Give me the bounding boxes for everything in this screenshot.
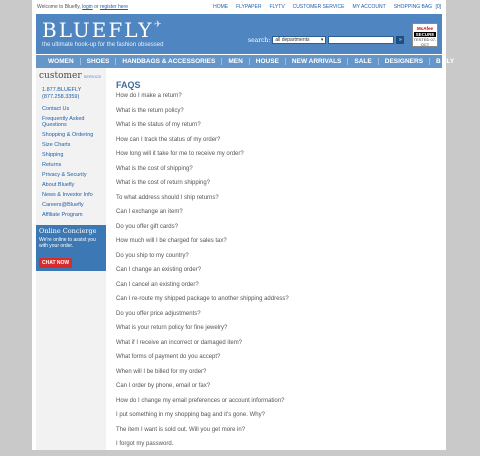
login-link[interactable]: login — [82, 4, 93, 10]
sidebar-links — [36, 106, 106, 218]
sidebar-item-news-investor[interactable]: News & Investor Info — [42, 192, 93, 198]
faq-question-link[interactable]: Do you ship to my country? — [116, 252, 189, 259]
sidebar-title-suffix: SERVICE — [83, 74, 102, 79]
search-input[interactable] — [328, 36, 394, 44]
bag-count-badge: [0] — [435, 4, 441, 10]
faq-question-link[interactable]: Do you offer gift cards? — [116, 223, 178, 230]
sidebar-item-privacy-security[interactable]: Privacy & Security — [42, 172, 87, 178]
sidebar-item-shipping[interactable]: Shipping — [42, 152, 64, 158]
home-link[interactable]: HOME — [213, 4, 229, 10]
chevron-down-icon: ▾ — [320, 37, 324, 43]
content-area — [36, 68, 442, 450]
welcome-connector: or — [92, 4, 100, 10]
faq-question-link[interactable]: Can I exchange an item? — [116, 209, 183, 215]
faq-question-link[interactable]: Can I re-route my shipped package to another shipping address? — [116, 296, 289, 302]
nav-house[interactable]: HOUSE — [250, 58, 286, 65]
search-bar — [248, 36, 404, 44]
faq-question-link[interactable]: What if I receive an incorrect or damaged item? — [116, 339, 243, 346]
secure-badge-brand: McAfee — [416, 26, 433, 31]
department-select[interactable] — [272, 36, 326, 44]
faq-question-link[interactable]: What is the status of my return? — [116, 122, 201, 128]
faq-question-link[interactable]: I forgot my password. — [116, 441, 174, 447]
customer-service-link[interactable]: CUSTOMER SERVICE — [292, 4, 345, 10]
faq-question-link[interactable]: When will I be billed for my order? — [116, 368, 207, 375]
faq-question-link[interactable]: Can I cancel an existing order? — [116, 281, 199, 288]
site-header — [36, 14, 442, 54]
faq-question-link[interactable]: To what address should I ship returns? — [116, 194, 219, 201]
flytv-link[interactable]: FLYTV — [269, 4, 285, 10]
phone-number — [36, 81, 106, 101]
top-links — [213, 4, 441, 10]
secure-badge-date: TESTED 07-OCT — [413, 37, 437, 47]
sidebar-item-shopping-ordering[interactable]: Shopping & Ordering — [42, 132, 94, 138]
main-nav — [36, 55, 455, 68]
faq-question-link[interactable]: How do I make a return? — [116, 93, 182, 99]
page-title: FAQS — [116, 80, 141, 90]
faq-question-link[interactable]: How can I track the status of my order? — [116, 136, 221, 143]
faq-question-link[interactable]: How much will I be charged for sales tax? — [116, 238, 227, 244]
department-select-value: all departments — [275, 37, 310, 43]
customer-service-sidebar — [36, 68, 106, 450]
mcafee-secure-badge[interactable] — [412, 23, 438, 47]
fly-icon: ✈ — [154, 19, 162, 29]
nav-designers[interactable]: DESIGNERS — [379, 58, 430, 65]
welcome-text: Welcome to Bluefly, — [37, 4, 83, 10]
sidebar-item-contact-us[interactable]: Contact Us — [42, 106, 70, 112]
welcome-message — [37, 4, 128, 10]
nav-handbags-accessories[interactable]: HANDBAGS & ACCESSORIES — [116, 58, 222, 65]
faq-question-link[interactable]: What is the cost of return shipping? — [116, 180, 211, 186]
nav-b-fly[interactable]: B FLY — [436, 58, 455, 65]
sidebar-item-returns[interactable]: Returns — [42, 162, 62, 168]
nav-men[interactable]: MEN — [222, 58, 249, 65]
search-label: search: — [248, 36, 271, 44]
sidebar-title-text: customer — [39, 71, 82, 81]
sidebar-item-careers[interactable]: Careers@Bluefly — [42, 202, 84, 208]
faq-question-link[interactable]: Can I order by phone, email or fax? — [116, 383, 211, 389]
top-bar — [32, 0, 446, 14]
faq-question-link[interactable]: What is the return policy? — [116, 107, 184, 114]
concierge-title: Online Concierge — [39, 227, 97, 235]
page-container — [32, 0, 455, 450]
nav-sale[interactable]: SALE — [348, 58, 378, 65]
tagline: the ultimate hook-up for the fashion obsessed — [42, 42, 164, 48]
shopping-bag-link[interactable] — [394, 4, 441, 10]
search-go-button[interactable]: » — [396, 36, 404, 44]
sidebar-title — [36, 68, 106, 81]
concierge-description: We're online to assist you with your order. — [39, 237, 96, 249]
sidebar-item-affiliate[interactable]: Affiliate Program — [42, 212, 83, 218]
shopping-bag-label: SHOPPING BAG — [393, 4, 433, 10]
online-concierge-box — [36, 225, 106, 271]
faq-question-link[interactable]: What is the cost of shipping? — [116, 165, 193, 172]
flypaper-link[interactable]: FLYPAPER — [236, 4, 262, 10]
my-account-link[interactable]: MY ACCOUNT — [352, 4, 386, 10]
faq-section — [116, 80, 436, 456]
faq-question-link[interactable]: I put something in my shopping bag and it's gone. Why? — [116, 412, 265, 418]
sidebar-item-size-charts[interactable]: Size Charts — [42, 142, 71, 148]
nav-women[interactable]: WOMEN — [42, 58, 81, 65]
faq-question-link[interactable]: What is your return policy for fine jewelry? — [116, 325, 228, 331]
secure-badge-label: SECURE — [415, 32, 435, 37]
sidebar-item-faq[interactable]: Frequently Asked Questions — [42, 116, 85, 128]
nav-shoes[interactable]: SHOES — [81, 58, 117, 65]
sidebar-item-about[interactable]: About Bluefly — [42, 182, 75, 188]
faq-question-link[interactable]: Can I change an existing order? — [116, 267, 202, 273]
faq-question-link[interactable]: How long will it take for me to receive my order? — [116, 151, 244, 157]
faq-question-link[interactable]: Do you offer price adjustments? — [116, 310, 201, 317]
faq-question-link[interactable]: The item I want is sold out. Will you get more in? — [116, 426, 246, 433]
bluefly-logo[interactable]: BLUEFLY — [42, 18, 154, 42]
chat-now-button[interactable]: CHAT NOW — [39, 258, 72, 268]
phone-line-1: 1.877.BLUEFLY — [42, 87, 82, 93]
faq-question-link[interactable]: How do I change my email preferences or account information? — [116, 397, 285, 404]
phone-line-2: (877.258.3359) — [42, 94, 80, 100]
register-link[interactable]: register here — [99, 4, 129, 10]
faq-list — [116, 93, 436, 456]
faq-question-link[interactable]: What forms of payment do you accept? — [116, 354, 221, 360]
nav-new-arrivals[interactable]: NEW ARRIVALS — [286, 58, 348, 65]
